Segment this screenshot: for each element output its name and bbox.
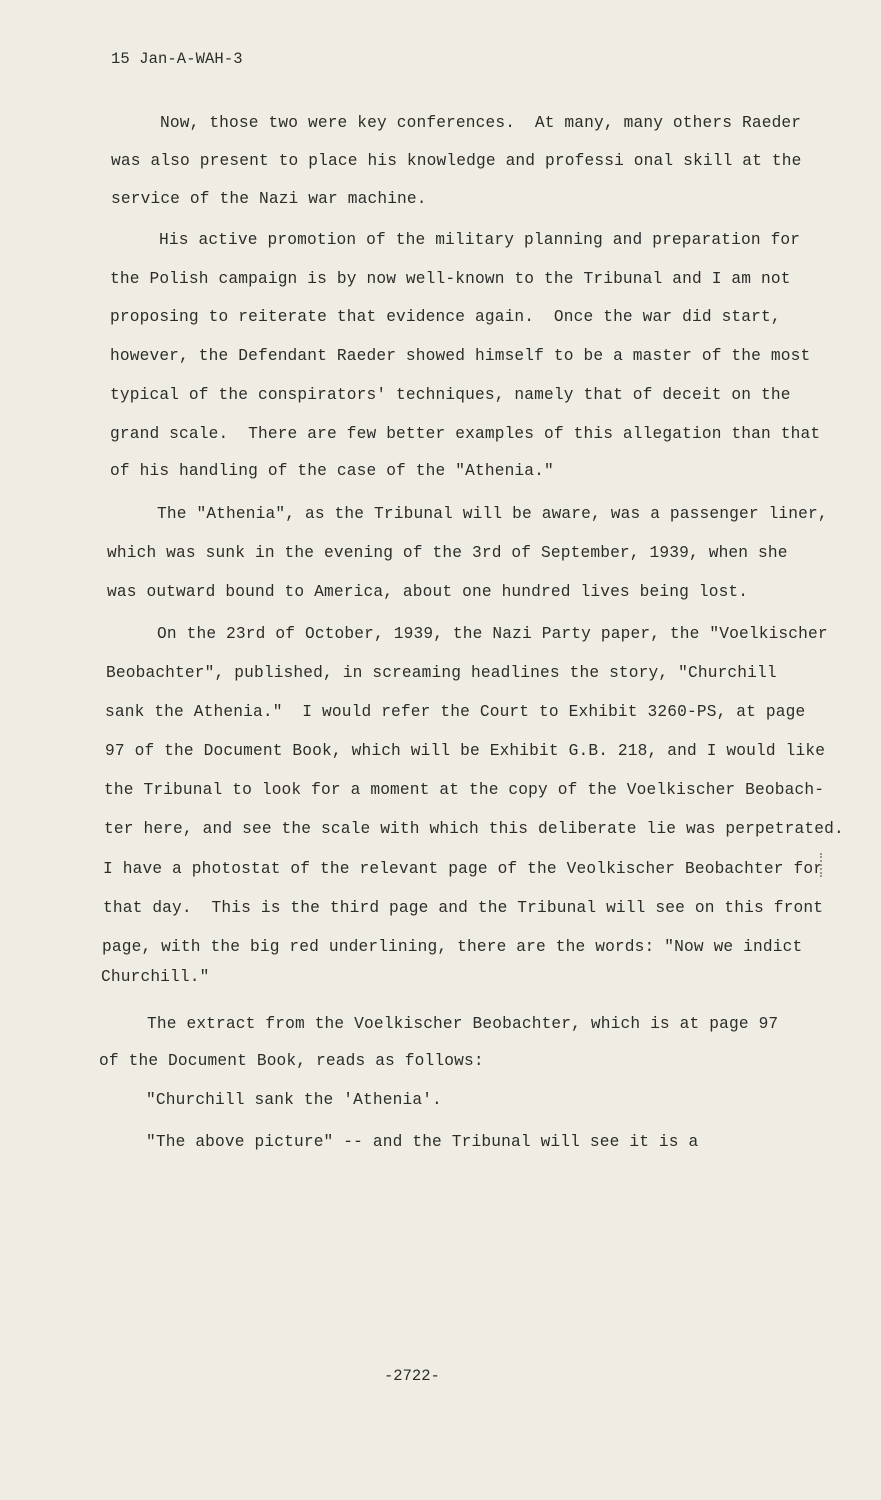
- text-line: grand scale. There are few better examples of this allegation than that: [110, 425, 821, 443]
- margin-mark: [820, 853, 824, 877]
- document-header: 15 Jan-A-WAH-3: [111, 50, 243, 68]
- page-number: -2722-: [384, 1367, 440, 1385]
- text-line: "Churchill sank the 'Athenia'.: [146, 1091, 442, 1109]
- text-line: 97 of the Document Book, which will be Exhibit G.B. 218, and I would like: [105, 742, 826, 760]
- text-line: The extract from the Voelkischer Beobachter, which is at page 97: [147, 1015, 779, 1033]
- text-line: I have a photostat of the relevant page of the Veolkischer Beobachter for: [103, 860, 824, 878]
- text-line: however, the Defendant Raeder showed himself to be a master of the most: [110, 347, 811, 365]
- text-line: The "Athenia", as the Tribunal will be aware, was a passenger liner,: [157, 505, 828, 523]
- text-line: His active promotion of the military planning and preparation for: [159, 231, 801, 249]
- text-line: service of the Nazi war machine.: [111, 190, 427, 208]
- text-line: was also present to place his knowledge and professi onal skill at the: [111, 152, 802, 170]
- text-line: of his handling of the case of the "Athenia.": [110, 462, 554, 480]
- text-line: On the 23rd of October, 1939, the Nazi Party paper, the "Voelkischer: [157, 625, 828, 643]
- text-line: ter here, and see the scale with which this deliberate lie was perpetrated.: [104, 820, 844, 838]
- text-line: of the Document Book, reads as follows:: [99, 1052, 484, 1070]
- text-line: Beobachter", published, in screaming headlines the story, "Churchill: [106, 664, 777, 682]
- text-line: the Tribunal to look for a moment at the copy of the Voelkischer Beobach-: [104, 781, 825, 799]
- text-line: Now, those two were key conferences. At many, many others Raeder: [160, 114, 802, 132]
- text-line: was outward bound to America, about one hundred lives being lost.: [107, 583, 749, 601]
- text-line: which was sunk in the evening of the 3rd of September, 1939, when she: [107, 544, 788, 562]
- text-line: typical of the conspirators' techniques, namely that of deceit on the: [110, 386, 791, 404]
- text-line: Churchill.": [101, 968, 210, 986]
- text-line: "The above picture" -- and the Tribunal will see it is a: [146, 1133, 699, 1151]
- text-line: proposing to reiterate that evidence again. Once the war did start,: [110, 308, 781, 326]
- text-line: that day. This is the third page and the Tribunal will see on this front: [103, 899, 824, 917]
- text-line: sank the Athenia." I would refer the Court to Exhibit 3260-PS, at page: [105, 703, 806, 721]
- text-line: page, with the big red underlining, there are the words: "Now we indict: [102, 938, 803, 956]
- text-line: the Polish campaign is by now well-known to the Tribunal and I am not: [110, 270, 791, 288]
